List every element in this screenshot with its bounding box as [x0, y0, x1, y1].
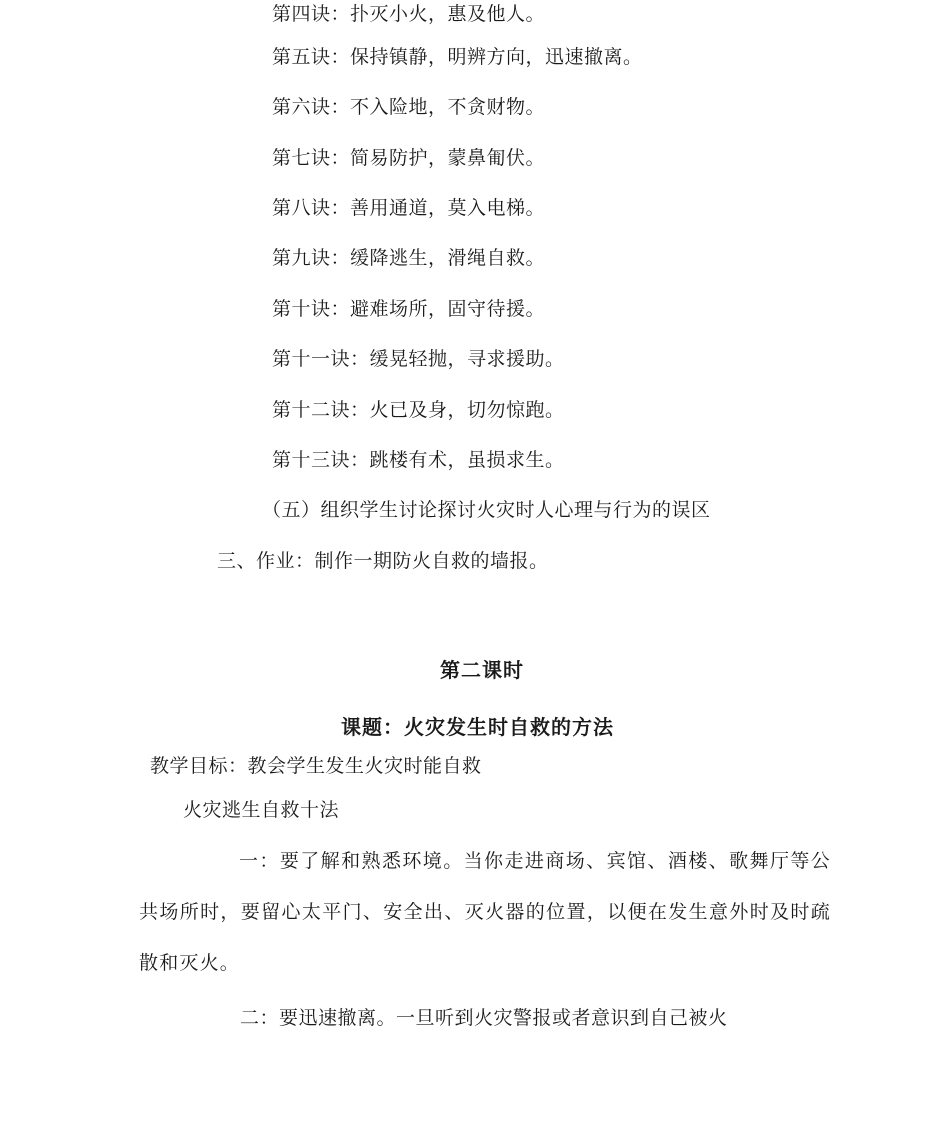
- tip-8: 第八诀：善用通道，莫入电梯。: [272, 197, 546, 219]
- tip-11: 第十一诀：缓晃轻抛，寻求援助。: [272, 348, 565, 370]
- method-two-paragraph: 二：要迅速撤离。一旦听到火灾警报或者意识到自己被火: [240, 1007, 728, 1029]
- lesson-topic: 课题：火灾发生时自救的方法: [341, 715, 614, 739]
- discussion-item: （五）组织学生讨论探讨火灾时人心理与行为的误区: [262, 499, 711, 521]
- homework-item: 三、作业：制作一期防火自救的墙报。: [217, 550, 549, 572]
- tip-7: 第七诀：简易防护，蒙鼻匍伏。: [272, 147, 546, 169]
- tip-13: 第十三诀：跳楼有术，虽损求生。: [272, 449, 565, 471]
- method-one-paragraph: 一：要了解和熟悉环境。当你走进商场、宾馆、酒楼、歌舞厅等公共场所时，要留心太平门、安全出、灭火器的位置，以便在发生意外时及时疏散和灭火。: [139, 850, 831, 974]
- teaching-objective: 教学目标：教会学生发生火灾时能自救: [150, 755, 482, 777]
- tip-6: 第六诀：不入险地，不贪财物。: [272, 96, 546, 118]
- tip-12: 第十二诀：火已及身，切勿惊跑。: [272, 399, 565, 421]
- section-subtitle: 火灾逃生自救十法: [183, 799, 340, 821]
- lesson-heading: 第二课时: [440, 658, 524, 682]
- tip-9: 第九诀：缓降逃生，滑绳自救。: [272, 247, 546, 269]
- tip-5: 第五诀：保持镇静，明辨方向，迅速撤离。: [272, 46, 643, 68]
- tip-4: 第四诀：扑灭小火，惠及他人。: [272, 3, 546, 25]
- tip-10: 第十诀：避难场所，固守待援。: [272, 298, 546, 320]
